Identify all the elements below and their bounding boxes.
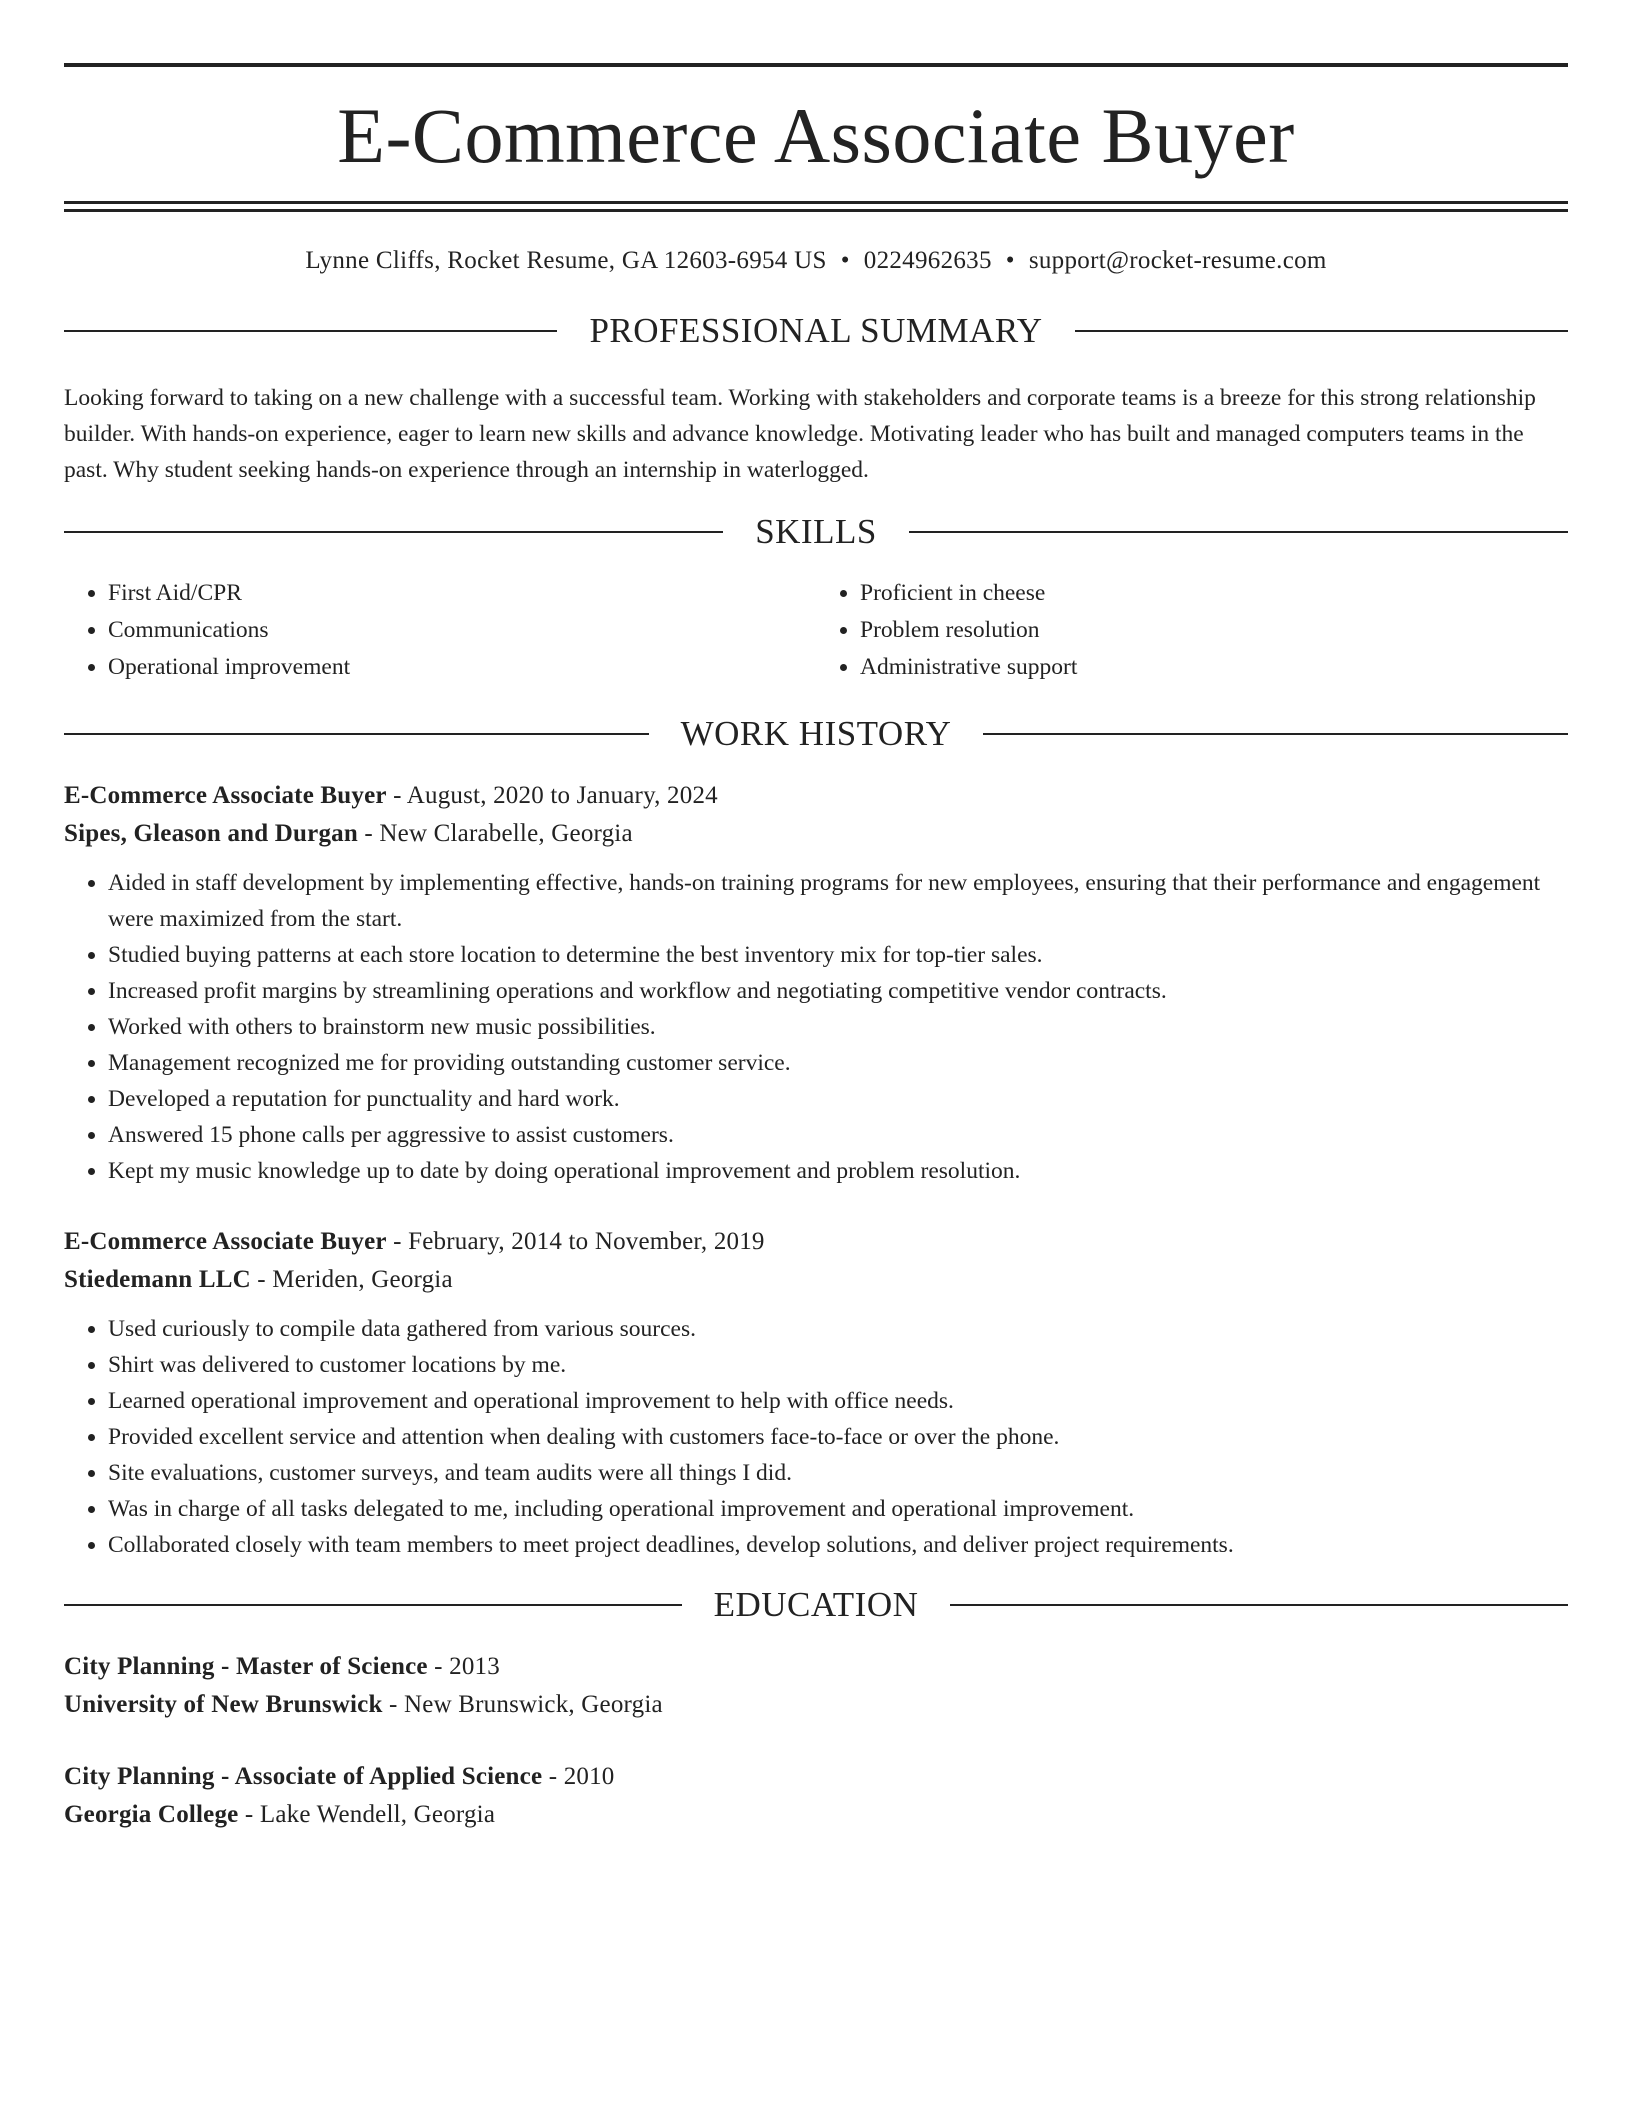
skills-column-left xyxy=(64,575,816,686)
job-bullet: • Was in charge of all tasks delegated to me, including operational improvement and operational improvement. xyxy=(108,1491,1568,1527)
skills-list xyxy=(64,575,1568,686)
heading-rule xyxy=(1075,330,1568,332)
job-location: - Meriden, Georgia xyxy=(250,1266,453,1293)
section-heading-skills xyxy=(64,514,1568,549)
job-entry xyxy=(64,777,1568,1189)
education-location: - New Brunswick, Georgia xyxy=(382,1691,663,1718)
job-title-line xyxy=(64,1223,1568,1261)
job-entry xyxy=(64,1223,1568,1563)
heading-label: WORK HISTORY xyxy=(680,714,952,753)
job-bullet: • Studied buying patterns at each store location to determine the best inventory mix for top-tier sales. xyxy=(108,937,1568,973)
education-school-line xyxy=(64,1686,1568,1724)
job-company: Stiedemann LLC xyxy=(64,1266,251,1293)
heading-rule xyxy=(950,1604,1568,1606)
job-bullet: • Kept my music knowledge up to date by doing operational improvement and problem resolution. xyxy=(108,1153,1568,1189)
heading-label: EDUCATION xyxy=(713,1585,919,1624)
job-bullet: • Learned operational improvement and operational improvement to help with office needs. xyxy=(108,1383,1568,1419)
education-entry xyxy=(64,1758,1568,1834)
skill-item: • Operational improvement xyxy=(108,649,816,686)
job-bullet: • Worked with others to brainstorm new music possibilities. xyxy=(108,1009,1568,1045)
job-title-line xyxy=(64,777,1568,815)
contact-separator: • xyxy=(840,247,850,274)
heading-rule xyxy=(909,531,1568,533)
job-company-line xyxy=(64,1261,1568,1299)
job-title: E-Commerce Associate Buyer xyxy=(64,782,387,809)
contact-address: Lynne Cliffs, Rocket Resume, GA 12603-6954 US xyxy=(305,247,827,274)
heading-rule xyxy=(983,733,1568,735)
education-degree-line xyxy=(64,1648,1568,1686)
heading-rule xyxy=(64,1604,682,1606)
education-list xyxy=(64,1648,1568,1834)
job-bullet: • Site evaluations, customer surveys, and team audits were all things I did. xyxy=(108,1455,1568,1491)
job-bullet: • Aided in staff development by implementing effective, hands-on training programs for new employees, ensuring that their performance and engagement were maximized from the start. xyxy=(108,865,1568,937)
education-degree: City Planning - Master of Science xyxy=(64,1653,428,1680)
contact-email: support@rocket-resume.com xyxy=(1028,247,1327,274)
education-degree-line xyxy=(64,1758,1568,1796)
job-bullet: • Collaborated closely with team members to meet project deadlines, develop solutions, and deliver project requirements. xyxy=(108,1527,1568,1563)
skills-column-right xyxy=(816,575,1568,686)
education-school: University of New Brunswick xyxy=(64,1691,383,1718)
contact-line xyxy=(64,248,1568,273)
job-bullet: • Answered 15 phone calls per aggressive to assist customers. xyxy=(108,1117,1568,1153)
section-heading-summary xyxy=(64,313,1568,348)
contact-separator: • xyxy=(1005,247,1015,274)
skill-item: • First Aid/CPR xyxy=(108,575,816,612)
job-bullets xyxy=(64,1311,1568,1563)
education-entry xyxy=(64,1648,1568,1724)
job-bullet: • Management recognized me for providing outstanding customer service. xyxy=(108,1045,1568,1081)
education-degree: City Planning - Associate of Applied Science xyxy=(64,1763,543,1790)
job-bullets xyxy=(64,865,1568,1189)
contact-phone: 0224962635 xyxy=(863,247,992,274)
education-school-line xyxy=(64,1796,1568,1834)
job-bullet: • Used curiously to compile data gathered from various sources. xyxy=(108,1311,1568,1347)
skill-item: • Administrative support xyxy=(860,649,1568,686)
title-rule-upper xyxy=(64,201,1568,204)
job-location: - New Clarabelle, Georgia xyxy=(357,820,633,847)
job-company-line xyxy=(64,815,1568,853)
job-dates: - August, 2020 to January, 2024 xyxy=(386,782,718,809)
job-bullet: • Developed a reputation for punctuality and hard work. xyxy=(108,1081,1568,1117)
heading-rule xyxy=(64,733,649,735)
job-title: E-Commerce Associate Buyer xyxy=(64,1228,387,1255)
education-school: Georgia College xyxy=(64,1801,239,1828)
job-bullet: • Provided excellent service and attention when dealing with customers face-to-face or over the phone. xyxy=(108,1419,1568,1455)
skill-item: • Problem resolution xyxy=(860,612,1568,649)
heading-rule xyxy=(64,531,723,533)
education-year: - 2010 xyxy=(542,1763,615,1790)
section-heading-work xyxy=(64,716,1568,751)
title-rule-lower xyxy=(64,209,1568,212)
summary-text: Looking forward to taking on a new challenge with a successful team. Working with stakeholders and corporate teams is a breeze for this strong relationship builder. With hands-on experience, eager to learn new skills and advance knowledge. Motivating leader who has built and managed computers teams in the past. Why student seeking hands-on experience through an internship in waterlogged. xyxy=(64,385,1536,483)
skill-item: • Proficient in cheese xyxy=(860,575,1568,612)
job-dates: - February, 2014 to November, 2019 xyxy=(386,1228,765,1255)
job-company: Sipes, Gleason and Durgan xyxy=(64,820,358,847)
education-location: - Lake Wendell, Georgia xyxy=(238,1801,496,1828)
skill-item: • Communications xyxy=(108,612,816,649)
job-bullet: • Shirt was delivered to customer locations by me. xyxy=(108,1347,1568,1383)
heading-label: SKILLS xyxy=(755,512,877,551)
resume-page xyxy=(64,0,1568,1834)
heading-label: PROFESSIONAL SUMMARY xyxy=(589,311,1043,350)
resume-title: E-Commerce Associate Buyer xyxy=(337,92,1295,179)
section-heading-education xyxy=(64,1587,1568,1622)
job-bullet: • Increased profit margins by streamlining operations and workflow and negotiating competitive vendor contracts. xyxy=(108,973,1568,1009)
heading-rule xyxy=(64,330,557,332)
education-year: - 2013 xyxy=(427,1653,500,1680)
